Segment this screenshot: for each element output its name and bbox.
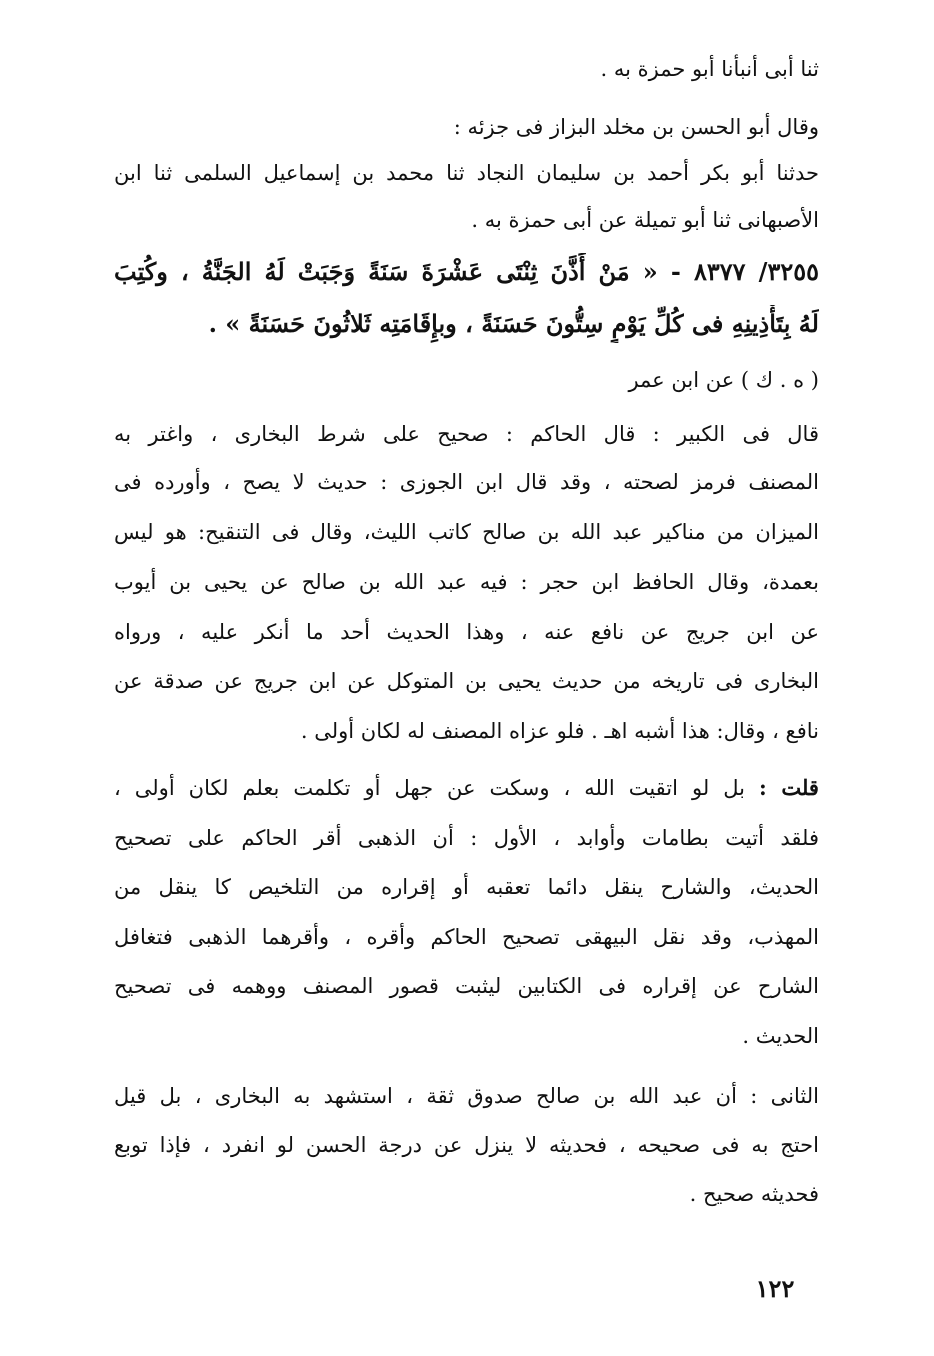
text-line: فلقد أتيت بطامات وأوابد ، الأول : أن الذهبى أقر الحاكم على تصحيح [114, 826, 819, 850]
text-line: الأصبهانى ثنا أبو تميلة عن أبى حمزة به . [471, 208, 819, 232]
text-line: حدثنا أبو بكر أحمد بن سليمان النجاد ثنا محمد بن إسماعيل السلمى ثنا ابن [114, 161, 819, 185]
text-line: المصنف فرمز لصحته ، وقد قال ابن الجوزى : حديث لا يصح ، وأورده فى [114, 470, 819, 494]
text-span: بل لو اتقيت الله ، وسكت عن جهل أو تكلمت بعلم لكان أولى ، [114, 776, 745, 800]
text-line: عن ابن جريج عن نافع عنه ، وهذا الحديث أحد ما أنكر عليه ، ورواه [114, 620, 819, 644]
text-line: الثانى : أن عبد الله بن صالح صدوق ثقة ، استشهد به البخارى ، بل قيل [114, 1084, 819, 1108]
text-line: قال فى الكبير : قال الحاكم : صحيح على شرط البخارى ، واغتر به [114, 422, 819, 446]
text-line: الحديث . [742, 1024, 819, 1048]
text-line: نافع ، وقال: هذا أشبه اهـ . فلو عزاه المصنف له لكان أولى . [300, 719, 819, 743]
text-line: الميزان من مناكير عبد الله بن صالح كاتب الليث، وقال فى التنقيح: هو ليس [114, 520, 819, 544]
text-line: وقال أبو الحسن بن مخلد البزاز فى جزئه : [453, 115, 819, 139]
text-line: بعمدة، وقال الحافظ ابن حجر : فيه عبد الله بن صالح عن يحيى بن أيوب [114, 570, 819, 594]
hadith-source: ( ه . ك ) عن ابن عمر [628, 368, 819, 392]
text-line-with-lead [114, 771, 819, 805]
hadith-text-line: ٣٢٥٥/ ٨٣٧٧ - « مَنْ أَذَّنَ ثِنْتَى عَشْرَةَ سَنَةً وَجَبَتْ لَهُ الجَنَّةُ ، وكُتِبَ [114, 257, 819, 286]
text-line: المهذب، وقد نقل البيهقى تصحيح الحاكم وأقره ، وأقرهما الذهبى فتغافل [114, 925, 819, 949]
text-line: الحديث، والشارح ينقل دائما تعقبه أو إقراره من التلخيص كا ينقل من [114, 875, 819, 899]
text-line: فحديثه صحيح . [689, 1182, 819, 1206]
hadith-text-line: لَهُ بِتَأْذِينِهِ فى كُلِّ يَوْمٍ سِتُّونَ حَسَنَةً ، وبإِقَامَتِه ثَلاثُونَ حَسَنَةً » . [208, 309, 819, 338]
text-line: ثنا أبى أنبأنا أبو حمزة به . [600, 57, 819, 81]
text-line: احتج به فى صحيحه ، فحديثه لا ينزل عن درجة الحسن لو انفرد ، فإذا توبع [114, 1133, 819, 1157]
paragraph-lead: قلت : [758, 775, 819, 800]
text-line: البخارى فى تاريخه من حديث يحيى بن المتوكل عن ابن جريج عن صدقة عن [114, 669, 819, 693]
text-line: الشارح عن إقراره فى الكتابين ليثبت قصور المصنف ووهمه فى تصحيح [114, 974, 819, 998]
page-number: ١٢٢ [755, 1274, 795, 1303]
